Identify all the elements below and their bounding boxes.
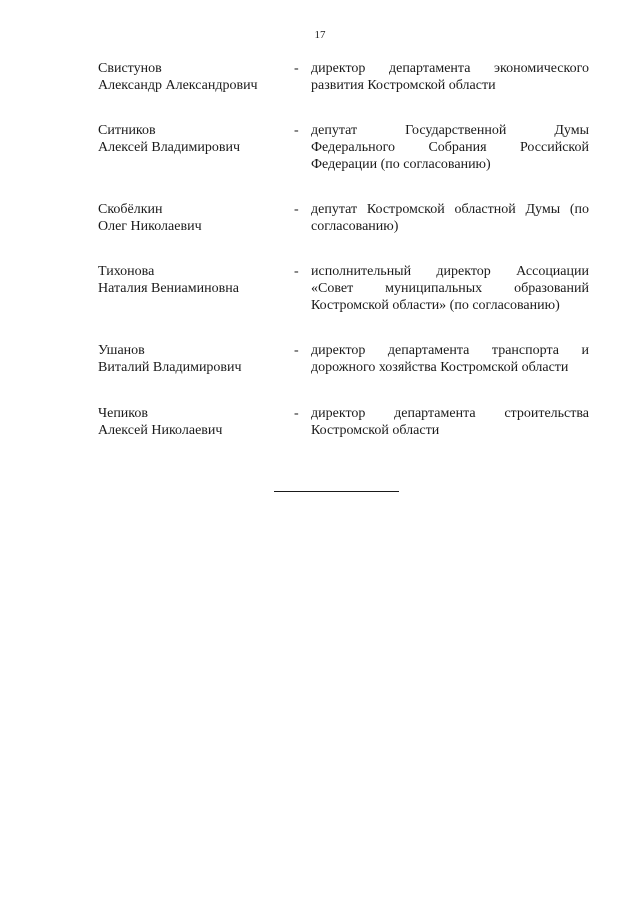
member-surname: Свистунов [98,61,162,76]
separator-dash: - [294,202,299,217]
role-line: депутат Костромской областной Думы (по [311,202,589,217]
member-given-names: Алексей Владимирович [98,140,241,155]
member-given-names: Александр Александрович [98,78,258,93]
member-role [311,342,589,376]
member-role [311,60,589,94]
role-line: директор департамента экономического [311,61,589,76]
role-line: директор департамента строительства [311,406,589,421]
member-surname: Ситников [98,123,156,138]
role-line: Федерального Собрания Российской [311,140,589,155]
member-name [98,60,288,94]
member-surname: Тихонова [98,264,155,279]
member-role [311,405,589,439]
role-line: Федерации (по согласованию) [311,157,491,172]
separator-dash: - [294,61,299,76]
member-role [311,122,589,173]
separator-dash: - [294,406,299,421]
role-line: депутат Государственной Думы [311,123,589,138]
member-surname: Ушанов [98,343,145,358]
separator-dash: - [294,264,299,279]
page-number: 17 [314,29,326,41]
role-line: директор департамента транспорта и [311,343,589,358]
member-given-names: Олег Николаевич [98,219,202,234]
member-role [311,201,589,235]
member-name [98,405,288,439]
role-line: Костромской области» (по согласованию) [311,298,560,313]
role-line: исполнительный директор Ассоциации [311,264,589,279]
member-given-names: Виталий Владимирович [98,360,242,375]
role-line: развития Костромской области [311,78,496,93]
separator-dash: - [294,123,299,138]
member-given-names: Алексей Николаевич [98,423,223,438]
member-name [98,342,288,376]
member-name [98,201,288,235]
member-surname: Скобёлкин [98,202,163,217]
role-line: «Совет муниципальных образований [311,281,589,296]
role-line: согласованию) [311,219,399,234]
member-name [98,263,288,297]
member-name [98,122,288,156]
end-of-list-rule [274,491,399,492]
separator-dash: - [294,343,299,358]
role-line: дорожного хозяйства Костромской области [311,360,569,375]
member-role [311,263,589,314]
member-surname: Чепиков [98,406,148,421]
member-given-names: Наталия Вениаминовна [98,281,239,296]
role-line: Костромской области [311,423,440,438]
